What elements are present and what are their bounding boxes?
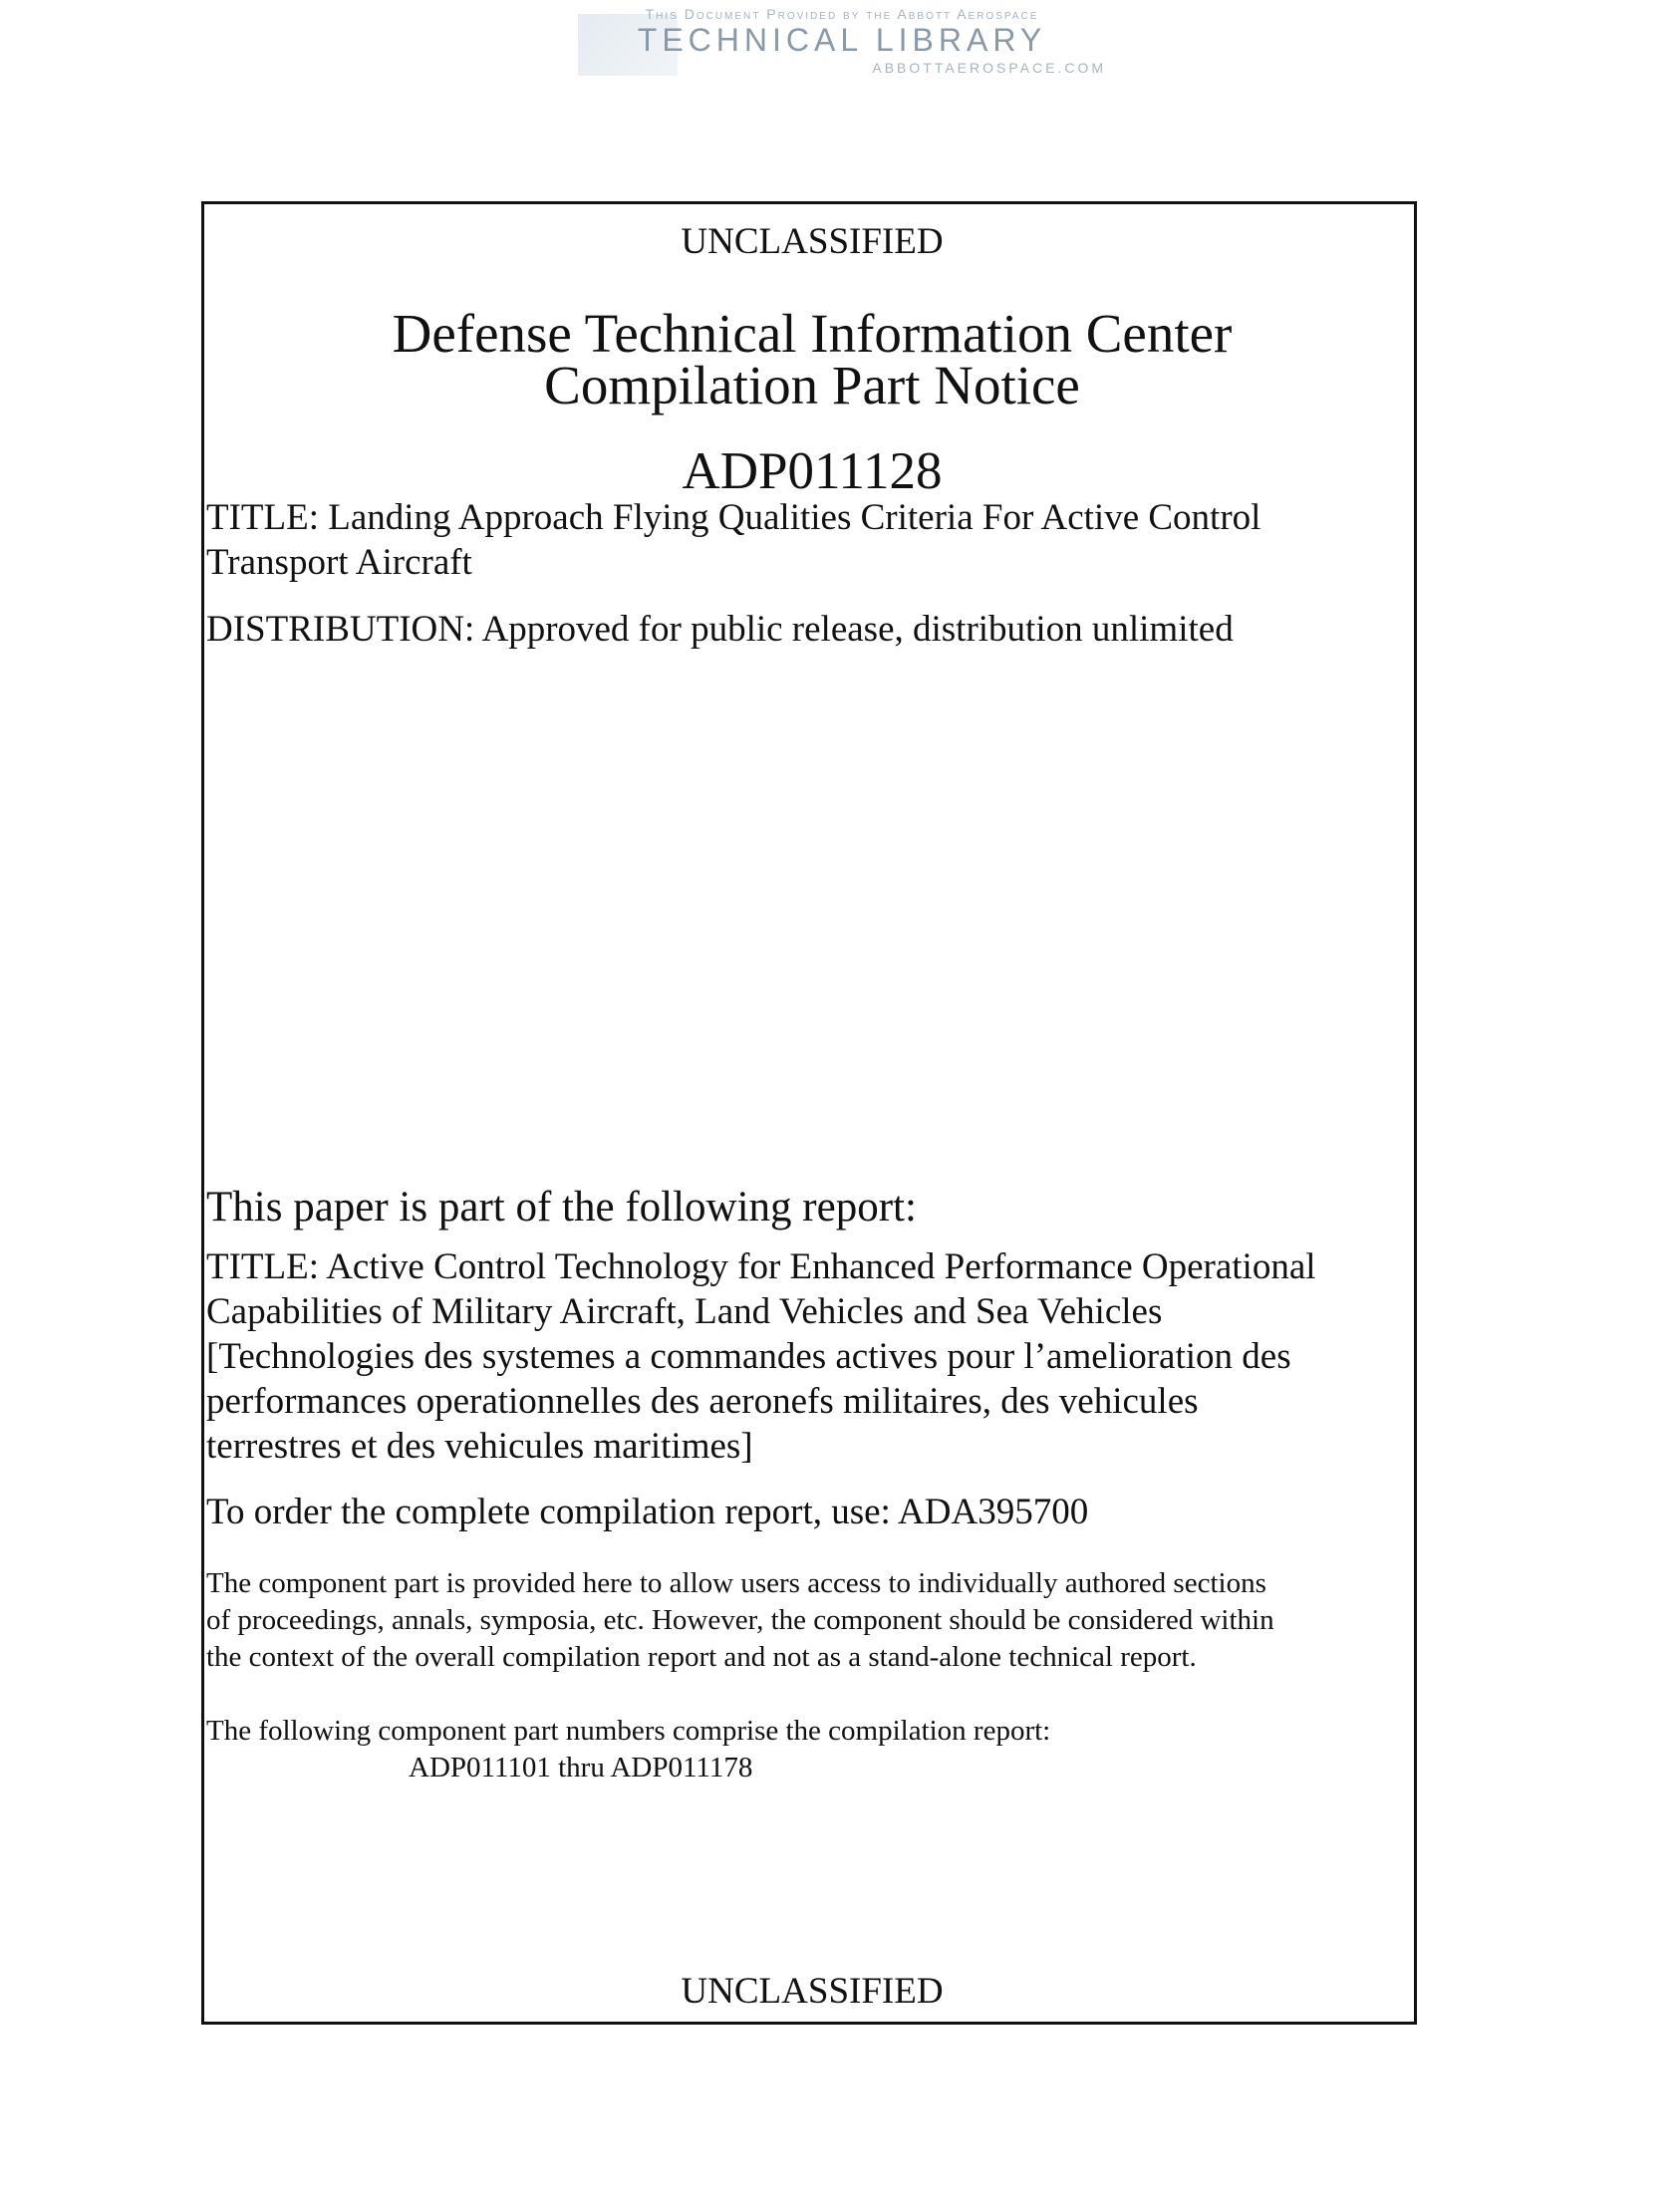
notice-frame [201, 201, 1417, 2025]
org-line2: Compilation Part Notice [544, 355, 1080, 415]
component-range: ADP011101 thru ADP011178 [409, 1752, 753, 1783]
watermark-line2: TECHNICAL LIBRARY [637, 22, 1047, 58]
title-line2: Transport Aircraft [206, 542, 472, 583]
order-line: To order the complete compilation report, use: ADA395700 [206, 1492, 1089, 1532]
report-title-line: TITLE: Active Control Technology for Enhanced Performance Operational [206, 1246, 1316, 1287]
component-note-line: the context of the overall compilation report and not as a stand-alone technical report. [206, 1641, 1197, 1673]
distribution-statement: DISTRIBUTION: Approved for public release, distribution unlimited [206, 609, 1234, 650]
report-title-line: [Technologies des systemes a commandes actives pour l’amelioration des [206, 1336, 1291, 1377]
report-title-line: terrestres et des vehicules maritimes] [206, 1426, 753, 1467]
watermark-line3: ABBOTTAEROSPACE.COM [872, 60, 1106, 76]
report-title-line: performances operationnelles des aeronefs militaires, des vehicules [206, 1381, 1199, 1422]
classification-bottom: UNCLASSIFIED [681, 1971, 944, 2012]
part-of-heading: This paper is part of the following report: [206, 1184, 917, 1231]
following-line: The following component part numbers comprise the compilation report: [206, 1715, 1051, 1747]
watermark-header [578, 4, 1106, 76]
report-title-line: Capabilities of Military Aircraft, Land Vehicles and Sea Vehicles [206, 1291, 1163, 1332]
watermark-line1: This Document Provided by the Abbott Aerospace [645, 6, 1039, 22]
component-note-line: The component part is provided here to allow users access to individually authored sections [206, 1567, 1266, 1599]
classification-top: UNCLASSIFIED [681, 221, 944, 262]
document-id: ADP011128 [682, 442, 943, 500]
component-note-line: of proceedings, annals, symposia, etc. However, the component should be considered within [206, 1604, 1274, 1636]
org-line1: Defense Technical Information Center [392, 303, 1233, 364]
title-line1: TITLE: Landing Approach Flying Qualities Criteria For Active Control [206, 497, 1261, 538]
